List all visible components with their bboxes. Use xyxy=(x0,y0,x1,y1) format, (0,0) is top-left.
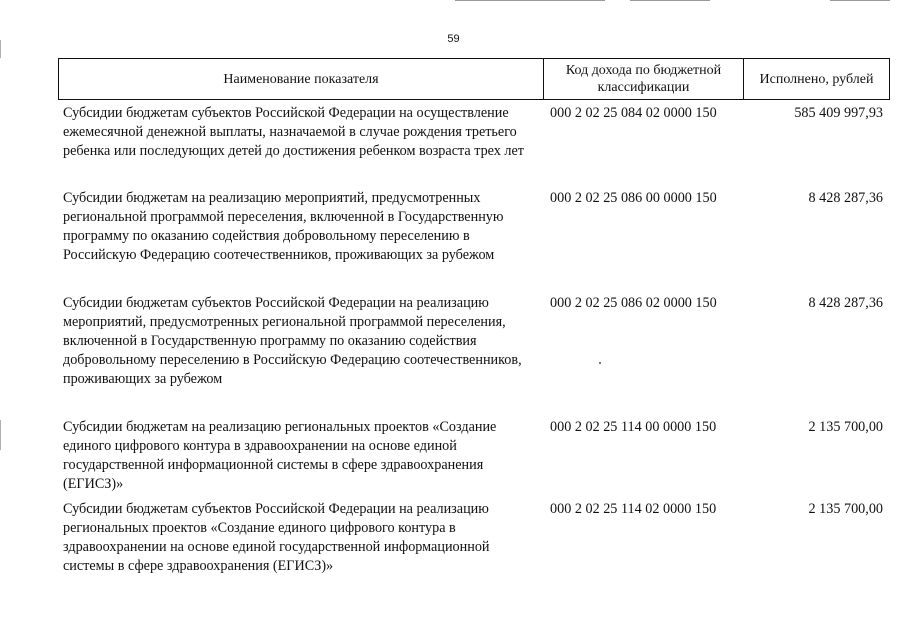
row-code: 000 2 02 25 086 02 0000 150 xyxy=(550,295,717,311)
row-code: 000 2 02 25 114 00 0000 150 xyxy=(550,419,717,435)
page-number xyxy=(0,33,907,45)
row-amount: 585 409 997,93 xyxy=(794,105,883,121)
row-code: 000 2 02 25 114 02 0000 150 xyxy=(550,501,717,517)
row-amount: 8 428 287,36 xyxy=(808,190,883,206)
scan-artifact-line xyxy=(630,0,710,1)
scan-edge-mark xyxy=(0,420,1,450)
row-name: Субсидии бюджетам субъектов Российской Федерации на осуществление ежемесячной денежной выплаты, назначаемой в случае рождения третьего ребенка или последующих детей до достижения ребенком возраста трех лет xyxy=(63,105,525,159)
row-name: Субсидии бюджетам на реализацию мероприятий, предусмотренных региональной программой переселения, включенной в Государственную программу по оказанию содействия добровольному переселению в Российскую Федерацию соотечественников, проживающих за рубежом xyxy=(63,190,504,263)
scan-speck xyxy=(599,362,601,364)
row-code: 000 2 02 25 084 02 0000 150 xyxy=(550,105,717,121)
row-code: 000 2 02 25 086 00 0000 150 xyxy=(550,190,717,206)
row-amount: 2 135 700,00 xyxy=(808,419,883,435)
header-amount: Исполнено, рублей xyxy=(743,59,889,99)
row-name: Субсидии бюджетам субъектов Российской Федерации на реализацию региональных проектов «Создание единого цифрового контура в здравоохранении на основе единой государственной информационной системы в сфере здравоохранения (ЕГИСЗ)» xyxy=(63,501,490,574)
row-amount: 8 428 287,36 xyxy=(808,295,883,311)
scan-artifact-line xyxy=(830,0,890,1)
row-name: Субсидии бюджетам на реализацию региональных проектов «Создание единого цифрового контура в здравоохранении на основе единой государственной информационной системы в сфере здравоохранения (ЕГИСЗ)» xyxy=(63,419,497,492)
row-name: Субсидии бюджетам субъектов Российской Федерации на реализацию мероприятий, предусмотренных региональной программой переселения, включенной в Государственную программу по оказанию содействия добровольному переселению в Российскую Федерацию соотечественников, проживающих за рубежом xyxy=(63,295,522,387)
header-code: Код дохода по бюджетной классификации xyxy=(543,59,743,99)
scan-artifact-line xyxy=(455,0,605,1)
row-amount: 2 135 700,00 xyxy=(808,501,883,517)
page-number-text: 59 xyxy=(447,33,460,45)
header-name: Наименование показателя xyxy=(223,71,379,87)
table-header xyxy=(58,58,890,100)
